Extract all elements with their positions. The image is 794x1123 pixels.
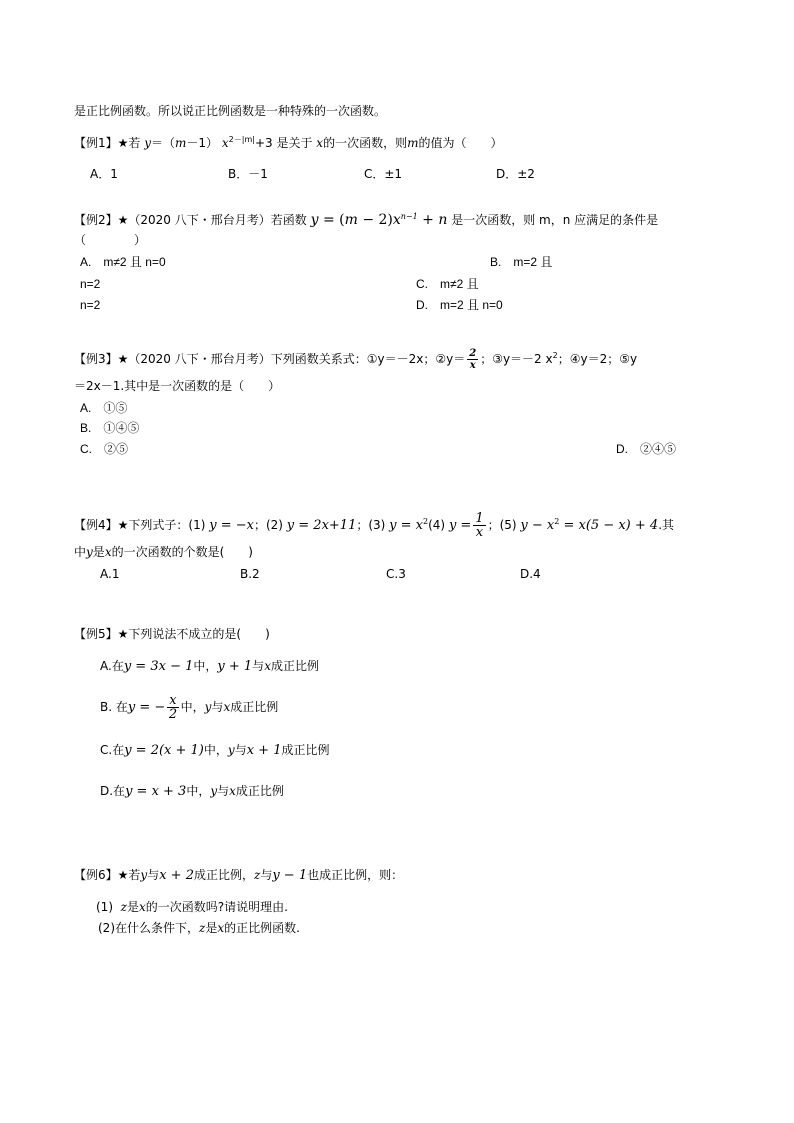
example-2-option-b-cont: n=2 [80,277,101,291]
example-2-stem: 【例2】★（2020 八下・邢台月考）若函数 $y = (m - 2)x^{n-1} + n$ 是一次函数，则 m，n 应满足的条件是 [74,212,659,228]
example-5-option-a: A.在y = 3x − 1中，y + 1与x成正比例 [100,659,319,674]
example-5-stem: 【例5】★下列说法不成立的是( ) [74,627,270,641]
example-2-paren: （ ） [74,233,147,247]
example-1-stem: 【例1】★若 y＝（m－1） $x^{2-|m|}+3$ 是关于 x的一次函数，则m的值为（ ） [74,135,503,150]
example-3-option-a: A. ①⑤ [80,401,128,415]
intro-text: 是正比例函数。所以说正比例函数是一种特殊的一次函数。 [74,104,387,118]
example-4-fraction: $\frac{1}{x}$ [475,511,484,540]
example-3-option-c: C. ②⑤ [80,442,129,456]
example-6-label: 【例6】★若 [74,868,141,882]
example-6-question-2: (2)在什么条件下，z是x的正比例函数. [98,921,300,935]
example-3-option-b: B. ①④⑤ [80,421,140,435]
example-2-label: 【例2】★（2020 八下・邢台月考）若函数 [74,213,307,227]
example-3-fraction: $\frac{2}{x}$ [469,348,477,371]
example-3-option-d: D. ②④⑤ [616,442,677,456]
example-2-option-c-cont: n=2 [80,298,101,312]
example-1-label: 【例1】★若 [74,136,141,150]
example-2-option-b: B. m=2 且 [490,255,553,269]
example-3-stem: 【例3】★（2020 八下・邢台月考）下列函数关系式：①y＝－2x；②y＝ $\frac{2}{x}$ ；③y＝－2 $x^2$；④y＝2；⑤y [74,348,638,371]
example-5-option-c: C.在y = 2(x + 1)中，y与x + 1成正比例 [100,743,330,758]
example-4-option-b: B.2 [240,567,260,581]
example-1-option-b: B．－1 [228,167,268,181]
example-1-option-c: C．±1 [364,167,403,181]
example-5-option-d: D.在y = x + 3中，y与x成正比例 [100,784,284,799]
example-5-fraction: $\frac{x}{2}$ [168,693,178,722]
example-1-option-a: A．1 [90,167,118,181]
example-4-option-d: D.4 [520,567,541,581]
example-3-stem-line2: ＝2x－1.其中是一次函数的是（ ） [74,379,281,393]
example-3-label: 【例3】★（2020 八下・邢台月考）下列函数关系式：①y＝－2x；②y＝ [74,352,466,366]
example-2-option-c: C. m≠2 且 [416,277,479,291]
example-4-option-a: A.1 [100,567,120,581]
example-4-label: 【例4】★下列式子：(1) [74,518,206,532]
example-5-option-b: B. 在y = − $\frac{x}{2}$ 中，y与x成正比例 [100,693,279,722]
example-4-stem-line2: 中y是x的一次函数的个数是( ) [74,545,253,559]
example-2-option-d: D. m=2 且 n=0 [416,298,503,312]
example-4-option-c: C.3 [386,567,406,581]
example-6-question-1: (1) z是x的一次函数吗?请说明理由. [96,900,288,914]
example-4-stem: 【例4】★下列式子：(1) y = −x；(2) y = 2x+11；(3) $y = x^2(4) y$ = $\frac{1}{x}$ ；(5) $y - x^2 = x(5 - x) + 4$.其 [74,511,675,540]
example-6-stem: 【例6】★若y与x + 2成正比例，z与y − 1也成正比例，则： [74,868,404,883]
example-2-option-a: A. m≠2 且 n=0 [80,255,166,269]
example-1-option-d: D．±2 [496,167,535,181]
